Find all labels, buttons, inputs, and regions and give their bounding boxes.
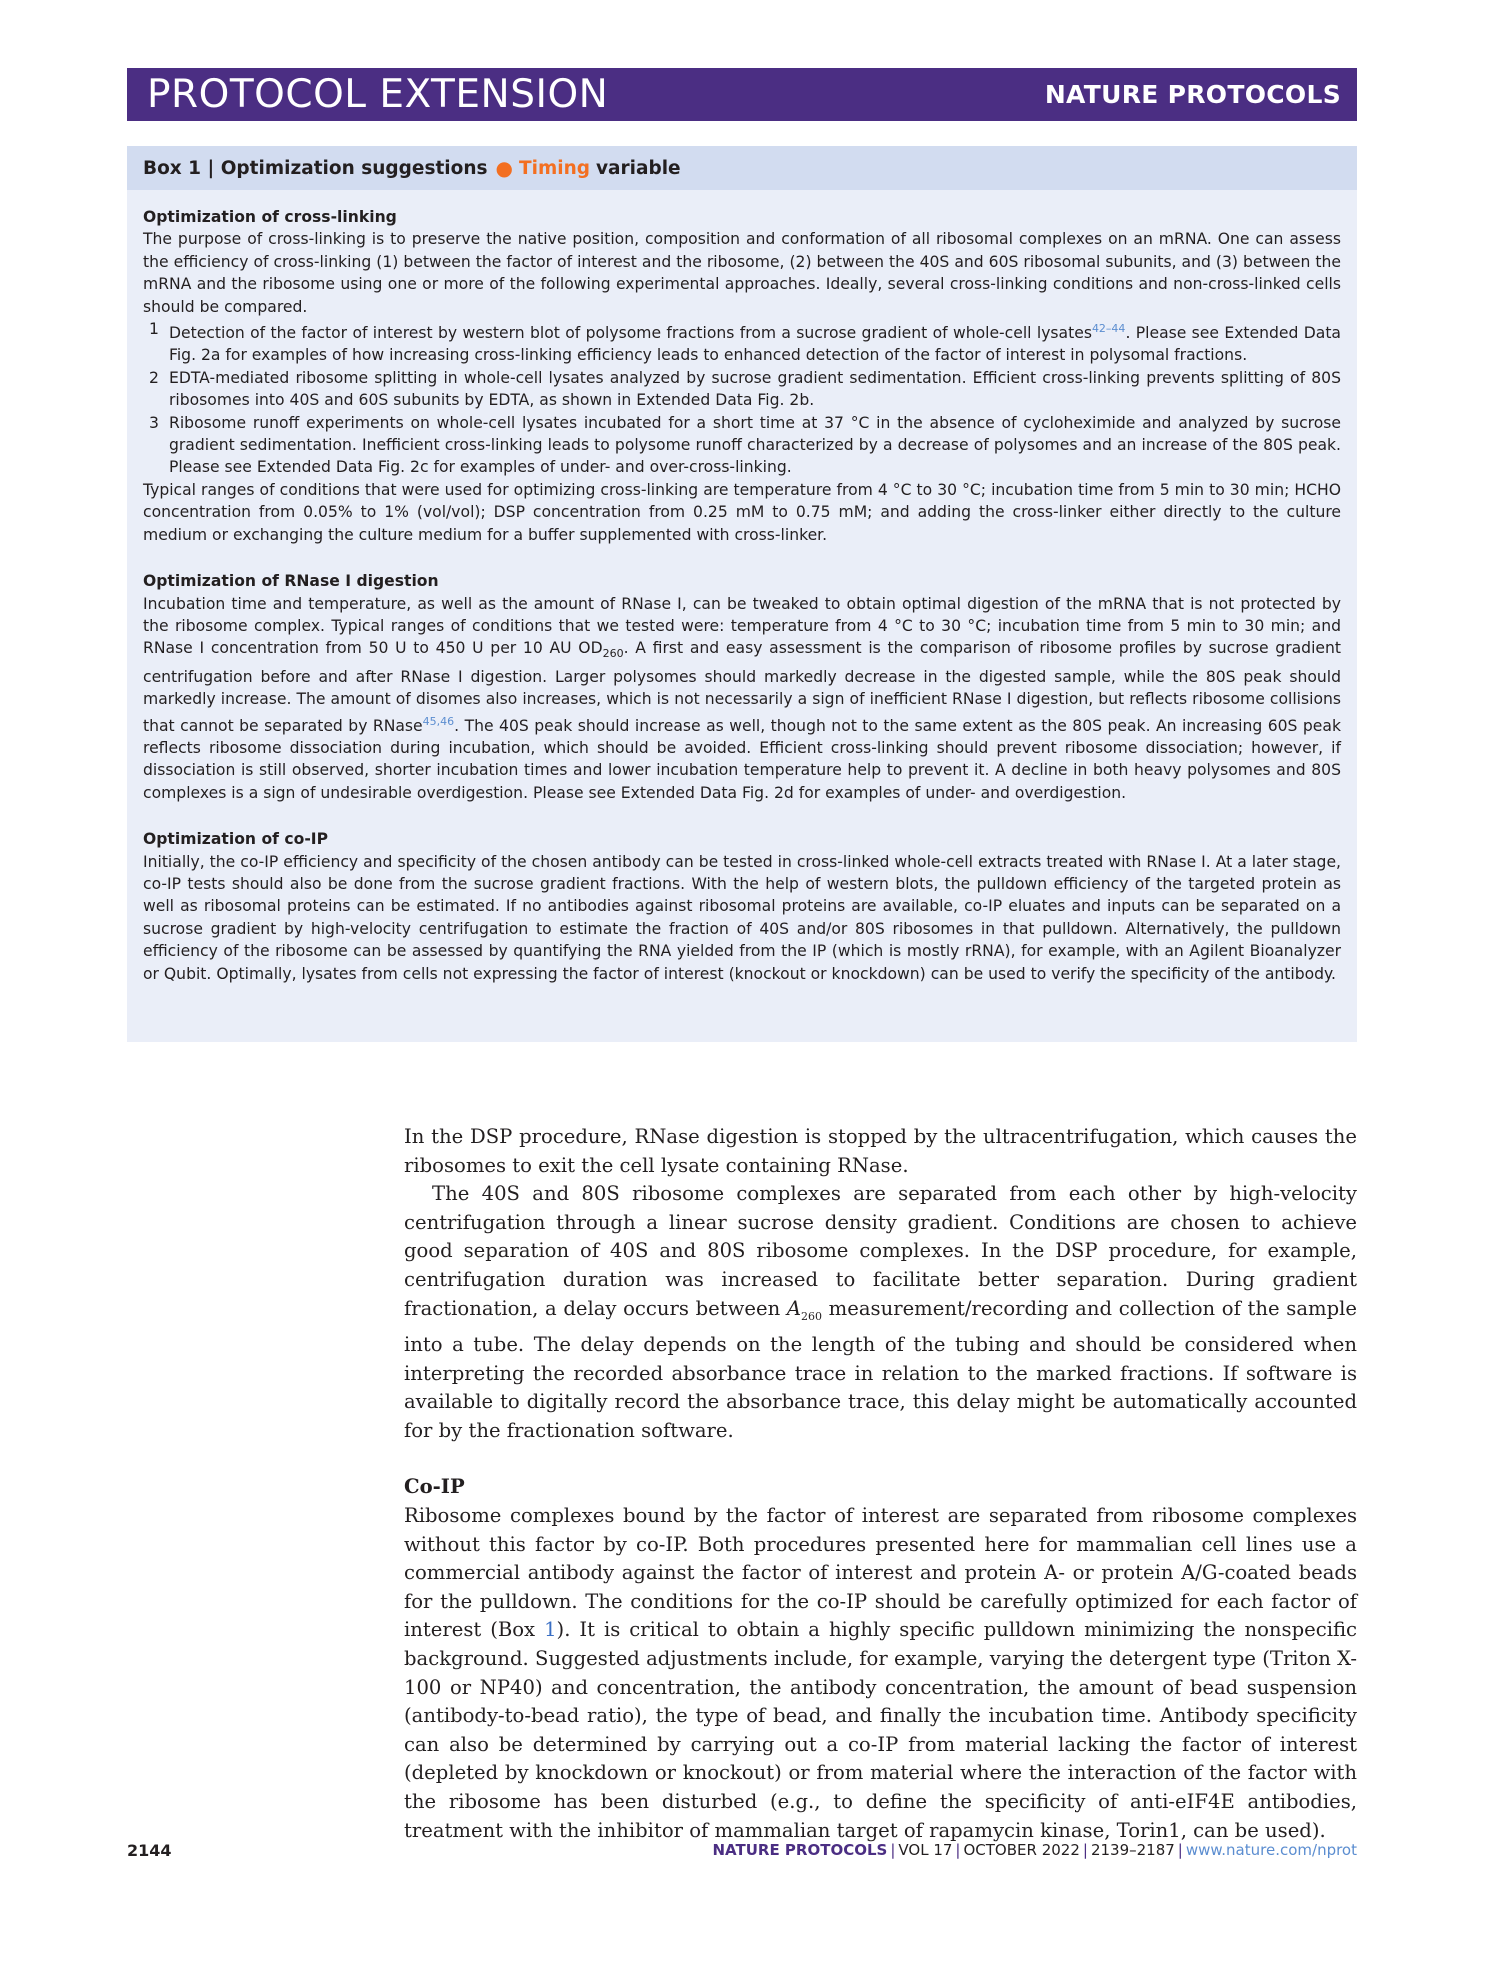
box-para-crosslink-intro: The purpose of cross-linking is to preserve the native position, composition and conformation of all ribosomal complexes on an mRNA. One can assess the efficiency of cross-linking (1) between the factor of interest and the ribosome, (2) between the 40S and 60S ribosomal subunits, and (3) between the mRNA and the ribosome using one or more of the following experimental approaches. Ideally, several cross-linking conditions and non-cross-linked cells should be compared. xyxy=(143,230,1341,316)
separator: | xyxy=(1082,1841,1088,1859)
footer-volume: VOL 17 xyxy=(898,1841,953,1859)
reference-link[interactable]: 45,46 xyxy=(422,714,455,728)
box-section-crosslinking xyxy=(143,206,1341,546)
list-number: 2 xyxy=(149,368,159,387)
page-number: 2144 xyxy=(127,1841,172,1860)
footer-pages: 2139–2187 xyxy=(1090,1841,1175,1859)
list-text: . Please see Extended Data Fig. 2a for examples of how increasing cross-linking efficiency leads to enhanced detection of the factor of interest in polysomal fractions. xyxy=(169,324,1341,365)
box-section-coip xyxy=(143,828,1341,985)
box-list-crosslink xyxy=(143,318,1341,479)
separator: | xyxy=(890,1841,896,1859)
footer-journal: NATURE PROTOCOLS xyxy=(712,1841,888,1859)
list-item xyxy=(143,412,1341,479)
subscript: 260 xyxy=(801,1309,823,1323)
para-text: Incubation time and temperature, as well as the amount of RNase I, can be tweaked to obtain optimal digestion of the mRNA that is not protected by the ribosome complex. Typical ranges of conditions that we tested were: temperature from 4 °C to 30 °C; incubation time from 5 min to 30 min; and RNase I concentration from 50 U to 450 U per 10 AU OD xyxy=(143,594,1341,658)
reference-link[interactable]: 42–44 xyxy=(1091,322,1126,336)
box-section-rnase xyxy=(143,570,1341,804)
box-heading-rnase: Optimization of RNase I digestion xyxy=(143,572,439,591)
subscript: 260 xyxy=(602,647,624,661)
math-symbol: A xyxy=(786,1296,802,1320)
section-heading-coip: Co-IP xyxy=(404,1475,465,1499)
timing-value: variable xyxy=(595,157,681,179)
box-link[interactable]: 1 xyxy=(544,1618,557,1642)
list-item xyxy=(143,367,1341,412)
para-text: ). It is critical to obtain a highly specific pulldown minimizing the nonspecific background. Suggested adjustments include, for example, varying the detergent type (Triton X-100 or NP40) and concentration, the antibody concentration, the amount of bead suspension (antibody-to-bead ratio), the type of bead, and finally the incubation time. Antibody specificity can also be determined by carrying out a co-IP from material lacking the factor of interest (depleted by knockdown or knockout) or from material where the interaction of the factor with the ribosome has been disturbed (e.g., to define the specificity of anti-eIF4E antibodies, treatment with the inhibitor of mammalian target of rapamycin kinase, Torin1, can be used). xyxy=(404,1618,1358,1842)
box-para-coip: Initially, the co-IP efficiency and specificity of the chosen antibody can be tested in cross-linked whole-cell extracts treated with RNase I. At a later stage, co-IP tests should also be done from the sucrose gradient fractions. With the help of western blots, the pulldown efficiency of the targeted protein as well as ribosomal proteins can be estimated. If no antibodies against ribosomal proteins are available, co-IP eluates and inputs can be separated on a sucrose gradient by high-velocity centrifugation to estimate the fraction of 40S and/or 80S ribosomes in that pulldown. Alternatively, the pulldown efficiency of the ribosome can be assessed by quantifying the RNA yielded from the IP (which is mostly rRNA), for example, with an Agilent Bioanalyzer or Qubit. Optimally, lysates from cells not expressing the factor of interest (knockout or knockdown) can be used to verify the specificity of the antibody. xyxy=(143,852,1341,983)
separator: | xyxy=(955,1841,961,1859)
box-para-crosslink-outro: Typical ranges of conditions that were used for optimizing cross-linking are temperature from 4 °C to 30 °C; incubation time from 5 min to 30 min; HCHO concentration from 0.05% to 1% (vol/vol); DSP concentration from 0.25 mM to 0.75 mM; and adding the cross-linker either directly to the culture medium or exchanging the culture medium for a buffer supplemented with cross-linker. xyxy=(143,480,1341,544)
box-heading-crosslinking: Optimization of cross-linking xyxy=(143,208,397,226)
journal-label: NATURE PROTOCOLS xyxy=(1044,80,1341,109)
footer-url[interactable]: www.nature.com/nprot xyxy=(1185,1841,1357,1859)
box-1 xyxy=(127,146,1357,1042)
footer-citation xyxy=(712,1841,1357,1859)
para-text: . The 40S peak should increase as well, though not to the same extent as the 80S peak. An increasing 60S peak reflects ribosome dissociation during incubation, which should be avoided. Efficient cross-linking should prevent ribosome dissociation; however, if dissociation is still observed, shorter incubation times and lower incubation temperature help to prevent it. A decline in both heavy polysomes and 80S complexes is a sign of undesirable overdigestion. Please see Extended Data Fig. 2d for examples of under- and overdigestion. xyxy=(143,716,1341,802)
paragraph: In the DSP procedure, RNase digestion is stopped by the ultracentrifugation, which causes the ribosomes to exit the cell lysate containing RNase. xyxy=(404,1125,1357,1177)
para-text: measurement/recording and collection of the sample into a tube. The delay depends on the length of the tubing and should be considered when interpreting the recorded absorbance trace in relation to the marked fractions. If software is available to digitally record the absorbance trace, this delay might be automatically accounted for by the fractionation software. xyxy=(404,1296,1357,1442)
box-para-rnase xyxy=(143,593,1341,805)
timing-dot-icon: ● xyxy=(495,156,513,180)
list-number: 3 xyxy=(149,413,159,432)
section-label: PROTOCOL EXTENSION xyxy=(147,72,609,117)
box-title: Box 1 | Optimization suggestions xyxy=(143,157,488,179)
paragraph xyxy=(404,1180,1357,1445)
list-text: Detection of the factor of interest by western blot of polysome fractions from a sucrose gradient of whole-cell lysates xyxy=(169,324,1092,343)
box-content xyxy=(127,190,1357,985)
box-title-bar xyxy=(127,146,1357,190)
para-text: Ribosome complexes bound by the factor of interest are separated from ribosome complexes without this factor by co-IP. Both procedures presented here for mammalian cell lines use a commercial antibody against the factor of interest and protein A- or protein A/G-coated beads for the pulldown. The conditions for the co-IP should be carefully optimized for each factor of interest (Box xyxy=(404,1504,1357,1642)
box-heading-coip: Optimization of co-IP xyxy=(143,830,329,849)
list-item xyxy=(143,318,1341,367)
separator: | xyxy=(1177,1841,1183,1859)
list-number: 1 xyxy=(149,320,159,339)
list-text: Ribosome runoff experiments on whole-cell lysates incubated for a short time at 37 °C in the absence of cycloheximide and analyzed by sucrose gradient sedimentation. Inefficient cross-linking leads to polysome runoff characterized by a decrease of polysomes and an increase of the 80S peak. Please see Extended Data Fig. 2c for examples of under- and over-cross-linking. xyxy=(169,413,1341,477)
main-text xyxy=(404,1123,1357,1845)
footer-date: OCTOBER 2022 xyxy=(963,1841,1080,1859)
list-text: EDTA-mediated ribosome splitting in whole-cell lysates analyzed by sucrose gradient sedimentation. Efficient cross-linking prevents splitting of 80S ribosomes into 40S and 60S subunits by EDTA, as shown in Extended Data Fig. 2b. xyxy=(169,368,1341,410)
para-text: . A first and easy assessment is the comparison of ribosome profiles by sucrose gradient centrifugation before and after RNase I digestion. Larger polysomes should markedly decrease in the digested sample, while the 80S peak should markedly increase. The amount of disomes also increases, which is not necessarily a sign of inefficient RNase I digestion, but reflects ribosome collisions that cannot be separated by RNase xyxy=(143,639,1341,735)
timing-label: Timing xyxy=(518,157,590,179)
header-bar xyxy=(127,68,1357,121)
paragraph xyxy=(404,1502,1357,1845)
para-text: The 40S and 80S ribosome complexes are separated from each other by high-velocity centrifugation through a linear sucrose density gradient. Conditions are chosen to achieve good separation of 40S and 80S ribosome complexes. In the DSP procedure, for example, centrifugation duration was increased to facilitate better separation. During gradient fractionation, a delay occurs between xyxy=(404,1182,1357,1320)
